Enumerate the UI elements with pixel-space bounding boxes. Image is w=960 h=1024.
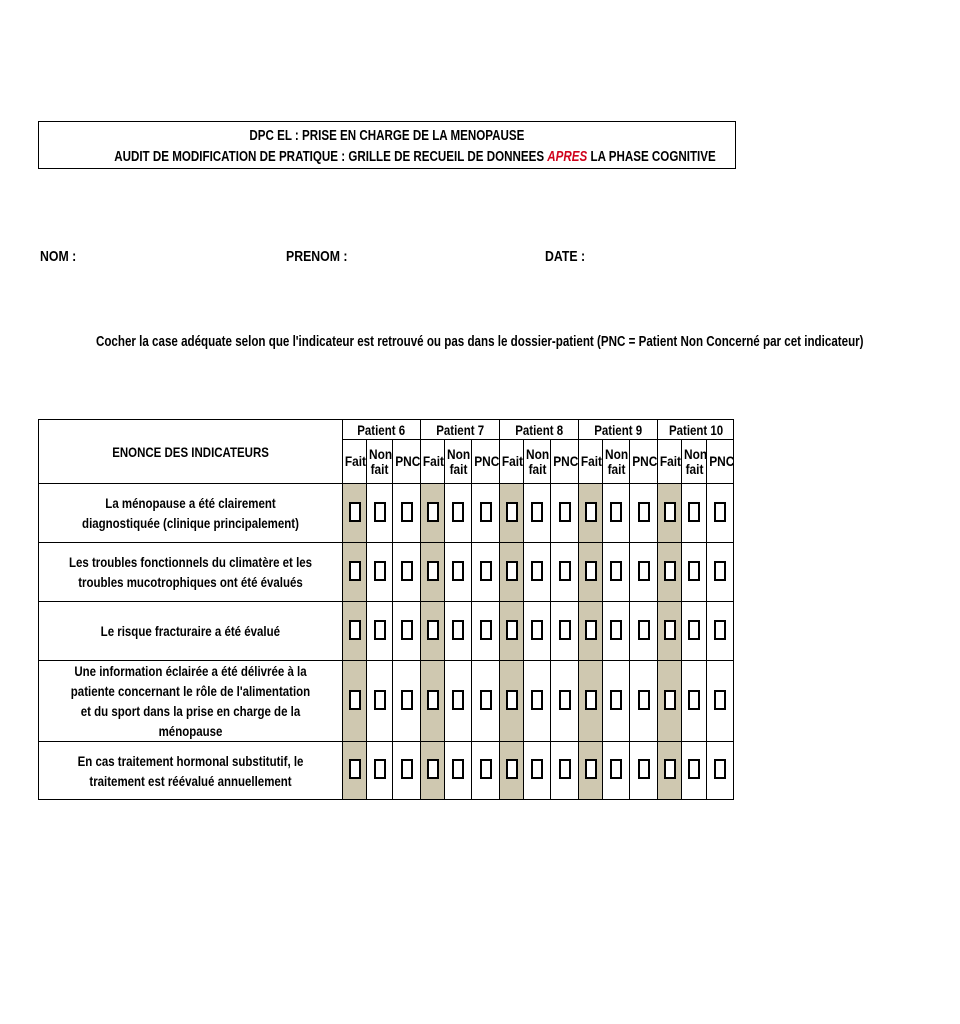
checkbox[interactable] <box>664 759 676 779</box>
patient-9-fait-header: Fait <box>579 440 603 484</box>
patient-7-fait-cell <box>421 742 445 800</box>
instruction-text: Cocher la case adéquate selon que l'indicateur est retrouvé ou pas dans le dossier-patient (PNC = Patient Non Concerné par cet indicateur) <box>95 334 864 350</box>
patient-9-pnc-cell <box>630 543 658 602</box>
patient-6-pnc-cell <box>393 484 421 543</box>
title-line-2 <box>39 149 735 165</box>
checkbox[interactable] <box>374 502 386 522</box>
apres-emphasis: APRES <box>547 149 588 165</box>
checkbox[interactable] <box>610 690 622 710</box>
checkbox[interactable] <box>506 759 518 779</box>
patient-10-fait-cell <box>658 484 682 543</box>
indicator-rows <box>39 484 734 800</box>
checkbox[interactable] <box>452 759 464 779</box>
patient-8-fait-cell <box>500 742 524 800</box>
patient-7-header: Patient 7 <box>421 420 500 440</box>
patient-10-non-fait-header: Non fait <box>682 440 707 484</box>
checkbox[interactable] <box>427 620 439 640</box>
patient-9-non-fait-cell <box>603 543 630 602</box>
checkbox[interactable] <box>452 502 464 522</box>
checkbox[interactable] <box>349 502 361 522</box>
indicator-text: Les troubles fonctionnels du climatère et les troubles mucotrophiques ont été évalués <box>39 543 343 602</box>
date-label: DATE : <box>545 248 586 265</box>
patient-10-non-fait-cell <box>682 742 707 800</box>
audit-grid <box>38 419 734 800</box>
patient-8-non-fait-cell <box>524 543 551 602</box>
checkbox[interactable] <box>480 502 492 522</box>
checkbox[interactable] <box>401 502 413 522</box>
indicator-text: En cas traitement hormonal substitutif, le traitement est réévalué annuellement <box>39 742 343 800</box>
patient-9-non-fait-cell <box>603 602 630 661</box>
table-row <box>39 602 734 661</box>
patient-6-fait-cell <box>343 484 367 543</box>
patient-6-pnc-cell <box>393 742 421 800</box>
checkbox[interactable] <box>374 620 386 640</box>
checkbox[interactable] <box>688 561 700 581</box>
checkbox[interactable] <box>610 502 622 522</box>
patient-10-pnc-cell <box>707 543 734 602</box>
checkbox[interactable] <box>452 620 464 640</box>
indicator-text: La ménopause a été clairement diagnostiquée (clinique principalement) <box>39 484 343 543</box>
patient-7-fait-cell <box>421 484 445 543</box>
patient-8-fait-cell <box>500 484 524 543</box>
checkbox[interactable] <box>401 620 413 640</box>
patient-9-pnc-cell <box>630 661 658 742</box>
title-line-2-end: LA PHASE COGNITIVE <box>587 149 716 165</box>
checkbox[interactable] <box>585 690 597 710</box>
checkbox[interactable] <box>559 561 571 581</box>
patient-6-non-fait-cell <box>367 543 393 602</box>
patient-10-non-fait-cell <box>682 484 707 543</box>
patient-10-fait-cell <box>658 602 682 661</box>
patient-9-pnc-cell <box>630 484 658 543</box>
patient-10-pnc-cell <box>707 661 734 742</box>
patient-10-non-fait-cell <box>682 661 707 742</box>
patient-9-pnc-header: PNC <box>630 440 658 484</box>
patient-9-fait-cell <box>579 742 603 800</box>
patient-8-non-fait-cell <box>524 661 551 742</box>
patient-9-pnc-cell <box>630 602 658 661</box>
checkbox[interactable] <box>531 561 543 581</box>
title-box <box>38 121 736 169</box>
checkbox[interactable] <box>427 690 439 710</box>
patient-8-non-fait-cell <box>524 602 551 661</box>
patient-8-fait-header: Fait <box>500 440 524 484</box>
patient-7-pnc-cell <box>472 661 500 742</box>
patient-6-non-fait-cell <box>367 602 393 661</box>
patient-9-non-fait-cell <box>603 484 630 543</box>
checkbox[interactable] <box>714 561 726 581</box>
patient-8-pnc-header: PNC <box>551 440 579 484</box>
checkbox[interactable] <box>506 561 518 581</box>
checkbox[interactable] <box>664 561 676 581</box>
indicators-header: ENONCE DES INDICATEURS <box>39 420 343 484</box>
checkbox[interactable] <box>714 690 726 710</box>
patient-8-fait-cell <box>500 661 524 742</box>
checkbox[interactable] <box>349 561 361 581</box>
checkbox[interactable] <box>714 759 726 779</box>
title-line-1: DPC EL : PRISE EN CHARGE DE LA MENOPAUSE <box>249 128 525 144</box>
checkbox[interactable] <box>638 502 650 522</box>
checkbox[interactable] <box>349 620 361 640</box>
patient-6-pnc-header: PNC <box>393 440 421 484</box>
patient-10-header: Patient 10 <box>658 420 734 440</box>
checkbox[interactable] <box>638 759 650 779</box>
checkbox[interactable] <box>714 620 726 640</box>
patient-7-pnc-cell <box>472 543 500 602</box>
patient-9-non-fait-header: Non fait <box>603 440 630 484</box>
patient-6-fait-cell <box>343 602 367 661</box>
patient-7-pnc-cell <box>472 484 500 543</box>
patient-6-non-fait-cell <box>367 484 393 543</box>
patient-6-non-fait-cell <box>367 661 393 742</box>
patient-6-fait-cell <box>343 742 367 800</box>
checkbox[interactable] <box>401 690 413 710</box>
patient-7-non-fait-cell <box>445 661 472 742</box>
patient-7-non-fait-header: Non fait <box>445 440 472 484</box>
patient-7-fait-cell <box>421 602 445 661</box>
checkbox[interactable] <box>664 502 676 522</box>
checkbox[interactable] <box>688 759 700 779</box>
checkbox[interactable] <box>585 561 597 581</box>
checkbox[interactable] <box>638 561 650 581</box>
patient-7-fait-cell <box>421 543 445 602</box>
checkbox[interactable] <box>664 690 676 710</box>
patient-10-pnc-cell <box>707 742 734 800</box>
checkbox[interactable] <box>714 502 726 522</box>
indicator-text: Une information éclairée a été délivrée à la patiente concernant le rôle de l'alimentation et du sport dans la prise en charge de la ménopause <box>39 661 343 742</box>
patient-10-pnc-header: PNC <box>707 440 734 484</box>
table-row <box>39 742 734 800</box>
checkbox[interactable] <box>374 561 386 581</box>
patient-8-fait-cell <box>500 543 524 602</box>
patient-9-fait-cell <box>579 661 603 742</box>
patient-6-fait-cell <box>343 661 367 742</box>
indicator-text: Le risque fracturaire a été évalué <box>39 602 343 661</box>
checkbox[interactable] <box>531 690 543 710</box>
checkbox[interactable] <box>531 620 543 640</box>
patient-7-pnc-header: PNC <box>472 440 500 484</box>
checkbox[interactable] <box>506 620 518 640</box>
checkbox[interactable] <box>427 502 439 522</box>
checkbox[interactable] <box>480 759 492 779</box>
patient-6-non-fait-cell <box>367 742 393 800</box>
patient-9-header: Patient 9 <box>579 420 658 440</box>
checkbox[interactable] <box>401 561 413 581</box>
checkbox[interactable] <box>559 690 571 710</box>
checkbox[interactable] <box>506 502 518 522</box>
checkbox[interactable] <box>349 759 361 779</box>
checkbox[interactable] <box>610 620 622 640</box>
checkbox[interactable] <box>427 561 439 581</box>
checkbox[interactable] <box>664 620 676 640</box>
checkbox[interactable] <box>610 561 622 581</box>
checkbox[interactable] <box>401 759 413 779</box>
patient-8-pnc-cell <box>551 742 579 800</box>
nom-label: NOM : <box>40 248 77 265</box>
patient-9-pnc-cell <box>630 742 658 800</box>
checkbox[interactable] <box>688 502 700 522</box>
checkbox[interactable] <box>559 620 571 640</box>
patient-6-fait-header: Fait <box>343 440 367 484</box>
checkbox[interactable] <box>480 620 492 640</box>
patient-6-pnc-cell <box>393 661 421 742</box>
checkbox[interactable] <box>559 502 571 522</box>
patient-8-header: Patient 8 <box>500 420 579 440</box>
patient-9-non-fait-cell <box>603 661 630 742</box>
patient-8-non-fait-cell <box>524 484 551 543</box>
checkbox[interactable] <box>638 620 650 640</box>
patient-10-pnc-cell <box>707 484 734 543</box>
checkbox[interactable] <box>452 561 464 581</box>
patient-8-pnc-cell <box>551 602 579 661</box>
checkbox[interactable] <box>374 690 386 710</box>
prenom-label: PRENOM : <box>286 248 348 265</box>
patient-9-fait-cell <box>579 543 603 602</box>
patient-9-fait-cell <box>579 602 603 661</box>
patient-9-non-fait-cell <box>603 742 630 800</box>
patient-6-fait-cell <box>343 543 367 602</box>
patient-8-non-fait-header: Non fait <box>524 440 551 484</box>
patient-10-pnc-cell <box>707 602 734 661</box>
table-row <box>39 661 734 742</box>
checkbox[interactable] <box>427 759 439 779</box>
checkbox[interactable] <box>610 759 622 779</box>
checkbox[interactable] <box>688 690 700 710</box>
checkbox[interactable] <box>506 690 518 710</box>
patient-7-pnc-cell <box>472 742 500 800</box>
checkbox[interactable] <box>638 690 650 710</box>
patient-10-fait-cell <box>658 543 682 602</box>
patient-8-pnc-cell <box>551 543 579 602</box>
patient-7-fait-cell <box>421 661 445 742</box>
title-line-2-start: AUDIT DE MODIFICATION DE PRATIQUE : GRILLE DE RECUEIL DE DONNEES <box>114 149 548 165</box>
patient-8-pnc-cell <box>551 484 579 543</box>
checkbox[interactable] <box>349 690 361 710</box>
patient-7-pnc-cell <box>472 602 500 661</box>
patient-8-non-fait-cell <box>524 742 551 800</box>
patient-10-fait-header: Fait <box>658 440 682 484</box>
patient-10-fait-cell <box>658 661 682 742</box>
checkbox[interactable] <box>531 502 543 522</box>
checkbox[interactable] <box>585 620 597 640</box>
table-row <box>39 484 734 543</box>
patient-7-non-fait-cell <box>445 484 472 543</box>
patient-6-header: Patient 6 <box>343 420 421 440</box>
patient-6-pnc-cell <box>393 602 421 661</box>
patient-8-pnc-cell <box>551 661 579 742</box>
checkbox[interactable] <box>480 561 492 581</box>
patient-6-non-fait-header: Non fait <box>367 440 393 484</box>
checkbox[interactable] <box>480 690 492 710</box>
checkbox[interactable] <box>585 502 597 522</box>
checkbox[interactable] <box>688 620 700 640</box>
patient-8-fait-cell <box>500 602 524 661</box>
checkbox[interactable] <box>531 759 543 779</box>
checkbox[interactable] <box>559 759 571 779</box>
patient-7-non-fait-cell <box>445 602 472 661</box>
checkbox[interactable] <box>452 690 464 710</box>
patient-9-fait-cell <box>579 484 603 543</box>
checkbox[interactable] <box>585 759 597 779</box>
checkbox[interactable] <box>374 759 386 779</box>
patient-10-non-fait-cell <box>682 543 707 602</box>
patient-7-fait-header: Fait <box>421 440 445 484</box>
patient-7-non-fait-cell <box>445 543 472 602</box>
patient-10-fait-cell <box>658 742 682 800</box>
patient-6-pnc-cell <box>393 543 421 602</box>
patient-10-non-fait-cell <box>682 602 707 661</box>
patient-7-non-fait-cell <box>445 742 472 800</box>
table-row <box>39 543 734 602</box>
